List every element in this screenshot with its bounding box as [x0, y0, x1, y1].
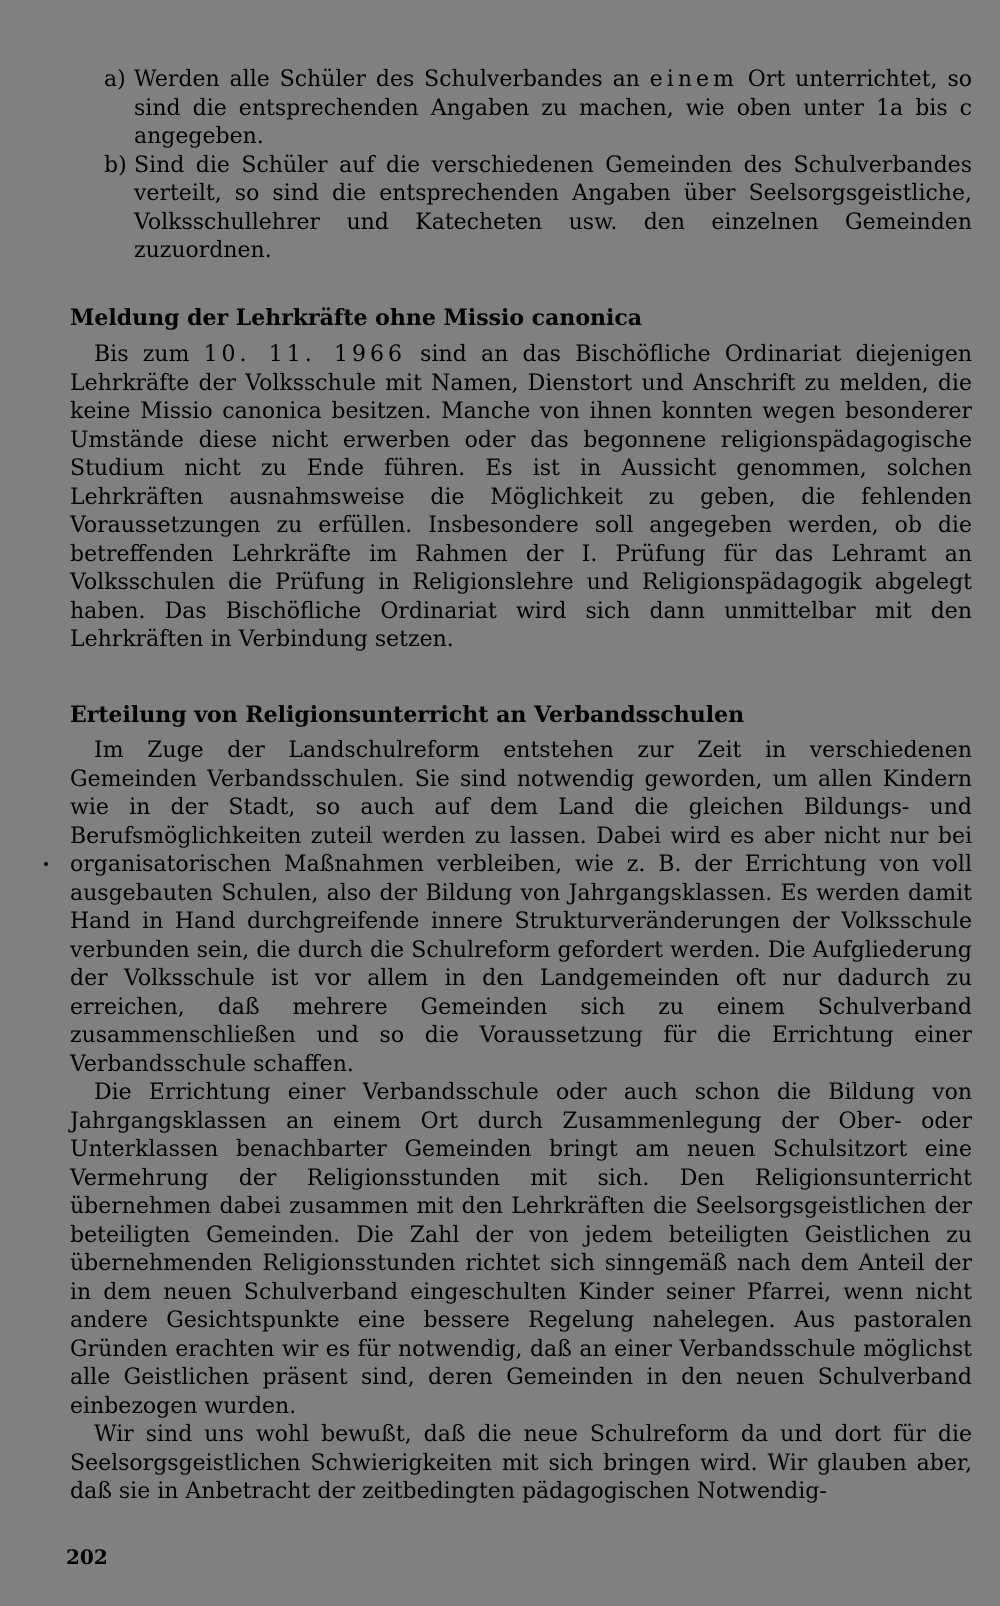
print-speck — [44, 862, 48, 866]
paragraph-text: sind an das Bischöfliche Ordinariat diejenigen Lehrkräfte der Volksschule mit Namen, Dienstort und Anschrift zu melden, die keine Missio canonica besitzen. Manche von ihnen konnten wegen besonderer Umstände diese nicht erwerben oder das begonnene religionspädagogische Studium nicht zu Ende führen. Es ist in Aussicht genommen, solchen Lehrkräften ausnahmsweise die Möglichkeit zu geben, die fehlenden Voraussetzungen zu erfüllen. Insbesondere soll angegeben werden, ob die betreffenden Lehrkräfte im Rahmen der I. Prüfung für das Lehramt an Volksschulen die Prüfung in Religionslehre und Religionspädagogik abgelegt haben. Das Bischöfliche Ordinariat wird sich dann unmittelbar mit den Lehrkräften in Verbindung setzen. — [70, 342, 973, 652]
paragraph-text: Bis zum — [94, 342, 204, 367]
paragraph: Die Errichtung einer Verbandsschule oder auch schon die Bildung von Jahrgangsklassen an einem Ort durch Zusammenlegung der Ober- oder Unterklassen benachbarter Gemeinden bringt am neuen Schulsitzort eine Vermehrung der Religionsstunden mit sich. Den Religionsunterricht übernehmen dabei zusammen mit den Lehrkräften die Seelsorgsgeistlichen der beteiligten Gemeinden. Die Zahl der von jedem beteiligten Geistlichen zu übernehmenden Religionsstunden richtet sich sinngemäß nach dem Anteil der in dem neuen Schulverband eingeschulten Kinder seiner Pfarrei, wenn nicht andere Gesichtspunkte eine bessere Regelung nahelegen. Aus pastoralen Gründen erachten wir es für notwendig, daß an einer Verbandsschule möglichst alle Geistlichen präsent sind, deren Gemeinden in den neuen Schulverband einbezogen wurden. — [70, 1080, 972, 1419]
list-item-b — [104, 152, 972, 266]
list-marker: a) — [104, 67, 126, 92]
paragraph — [70, 341, 972, 655]
section-body-missio — [70, 341, 972, 655]
list-item-text: Werden alle Schüler des Schulverbandes an — [134, 67, 650, 92]
deadline-date: 10. 11. 1966 — [203, 342, 406, 367]
list-item-a — [104, 66, 972, 152]
paragraph: Im Zuge der Landschulreform entstehen zur Zeit in verschiedenen Gemeinden Verbandsschulen. Sie sind notwendig geworden, um allen Kindern wie in der Stadt, so auch auf dem Land die gleichen Bildungs- und Berufsmöglichkeiten zuteil werden zu lassen. Dabei wird es aber nicht nur bei organisatorischen Maßnahmen verbleiben, wie z. B. der Errichtung von voll ausgebauten Schulen, also der Bildung von Jahrgangsklassen. Es werden damit Hand in Hand durchgreifende innere Strukturveränderungen der Volksschule verbunden sein, die durch die Schulreform gefordert werden. Die Aufgliederung der Volksschule ist vor allem in den Landgemeinden oft nur dadurch zu erreichen, daß mehrere Gemeinden sich zu einem Schulverband zusammenschließen und so die Voraussetzung für die Errichtung einer Verbandsschule schaffen. — [70, 738, 972, 1077]
emphasized-word: einem — [649, 67, 738, 92]
page-number: 202 — [66, 1545, 108, 1569]
list-item-text: Ort unterrichtet, so sind die entsprechenden Angaben zu machen, wie oben unter 1a bis c angegeben. — [134, 67, 972, 149]
list-marker: b) — [104, 152, 127, 178]
list-item-text: Sind die Schüler auf die verschiedenen Gemeinden des Schulverbandes verteilt, so sind die entsprechenden Angaben über Seelsorgsgeistliche, Volksschullehrer und Katecheten usw. den einzelnen Gemeinden zuzuordnen. — [134, 152, 972, 263]
instruction-list — [104, 66, 972, 266]
section-body-verbandsschulen — [70, 737, 972, 1507]
section-heading-verbandsschulen: Erteilung von Religionsunterricht an Verbandsschulen — [70, 702, 745, 728]
section-heading-missio: Meldung der Lehrkräfte ohne Missio canonica — [70, 305, 642, 331]
paragraph: Wir sind uns wohl bewußt, daß die neue Schulreform da und dort für die Seelsorgsgeistlichen Schwierigkeiten mit sich bringen wird. Wir glauben aber, daß sie in Anbetracht der zeitbedingten pädagogischen Notwendig- — [70, 1422, 972, 1504]
